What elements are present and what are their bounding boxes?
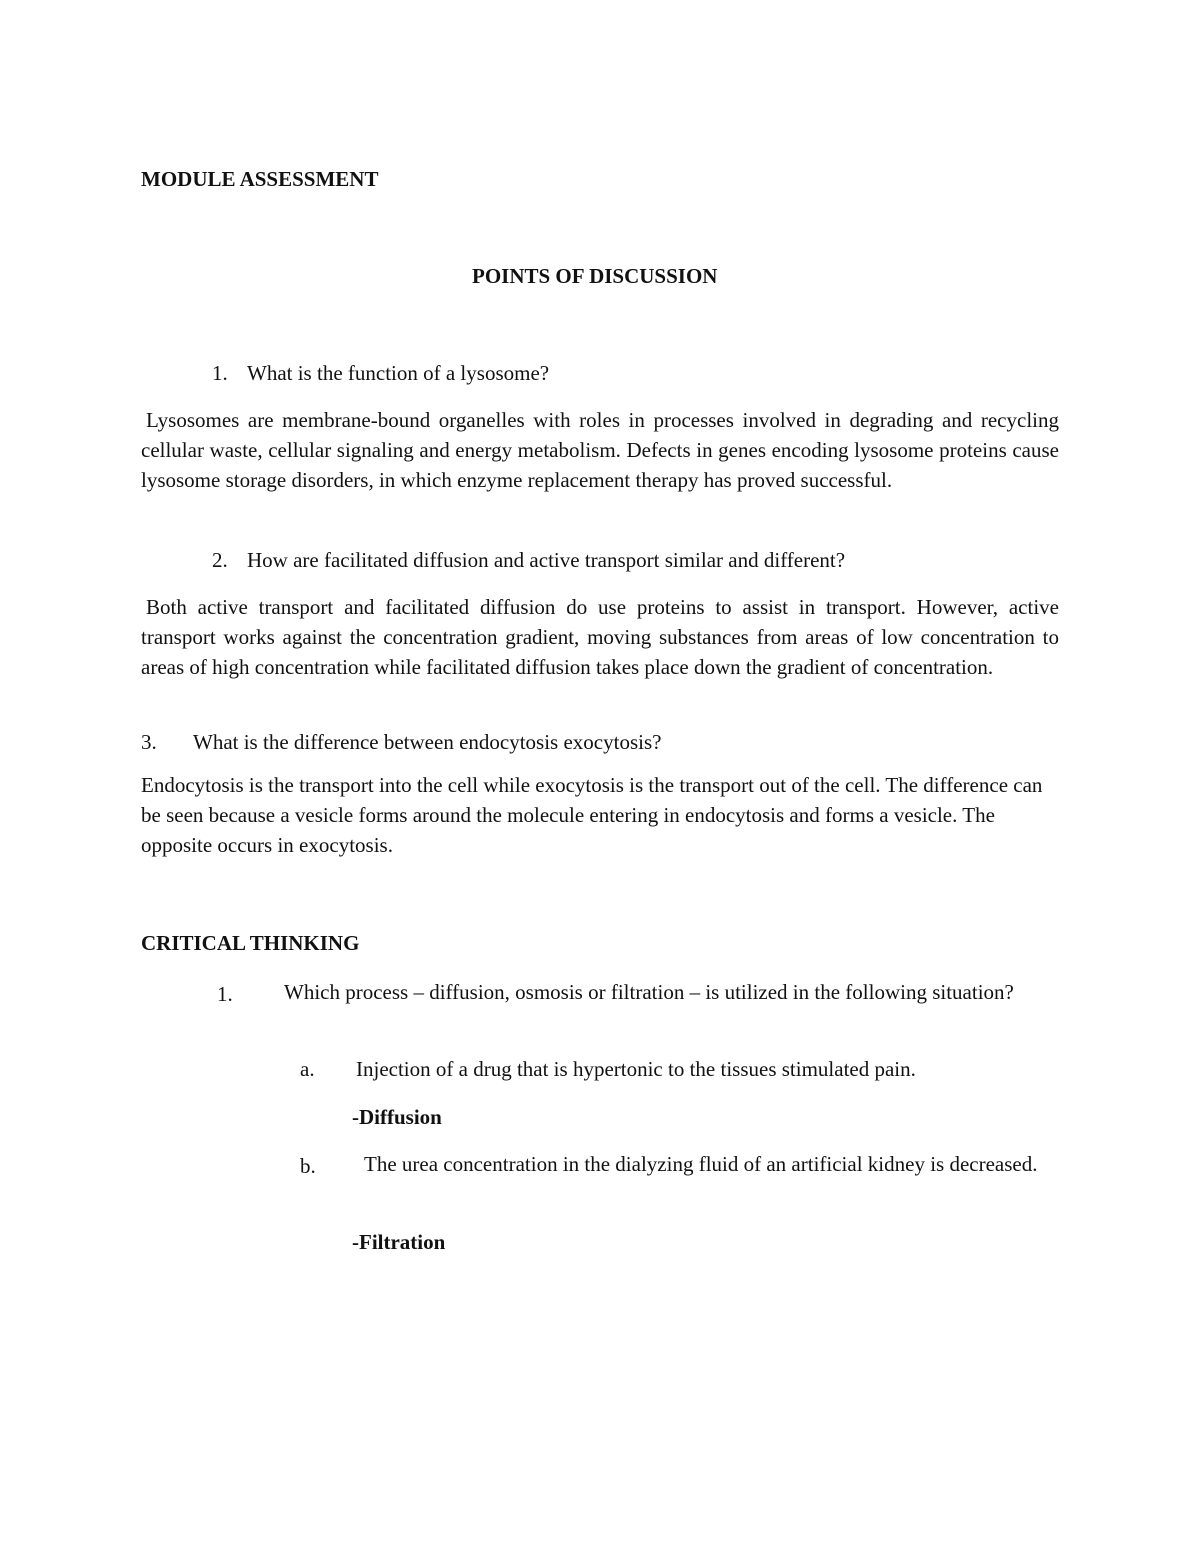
item-a-answer: -Diffusion	[352, 1105, 442, 1129]
question-2-number: 2.	[212, 548, 228, 572]
item-a-letter: a.	[300, 1057, 315, 1081]
answer-2-paragraph: Both active transport and facilitated diffusion do use proteins to assist in transport. However, active transport works against the concentration gradient, moving substances from areas of low concentration to areas of high concentration while facilitated diffusion takes place down the gradient of concentration.	[141, 595, 1059, 679]
critical-question-number: 1.	[217, 982, 233, 1006]
item-b-answer: -Filtration	[352, 1230, 446, 1254]
answer-3-paragraph: Endocytosis is the transport into the cell while exocytosis is the transport out of the cell. The difference can be seen because a vesicle forms around the molecule entering in endocytosis and forms a vesicle. The opposite occurs in exocytosis.	[141, 773, 1043, 857]
question-3-number: 3.	[141, 730, 157, 754]
critical-thinking-title: CRITICAL THINKING	[141, 931, 360, 955]
page-heading: MODULE ASSESSMENT	[141, 167, 379, 191]
discussion-title: POINTS OF DISCUSSION	[472, 264, 718, 288]
answer-1-paragraph: Lysosomes are membrane-bound organelles with roles in processes involved in degrading and recycling cellular waste, cellular signaling and energy metabolism. Defects in genes encoding lysosome proteins cause lysosome storage disorders, in which enzyme replacement therapy has proved successful.	[141, 408, 1059, 492]
question-1-number: 1.	[212, 361, 228, 385]
question-2-text: How are facilitated diffusion and active transport similar and different?	[247, 548, 846, 572]
question-3-text: What is the difference between endocytosis exocytosis?	[193, 730, 662, 754]
item-a-text: Injection of a drug that is hypertonic to the tissues stimulated pain.	[356, 1057, 916, 1081]
critical-question-text: Which process – diffusion, osmosis or filtration – is utilized in the following situation?	[284, 980, 1014, 1004]
item-b-text: The urea concentration in the dialyzing fluid of an artificial kidney is decreased.	[364, 1152, 1038, 1176]
item-b-letter: b.	[300, 1154, 316, 1178]
question-1-text: What is the function of a lysosome?	[247, 361, 550, 385]
